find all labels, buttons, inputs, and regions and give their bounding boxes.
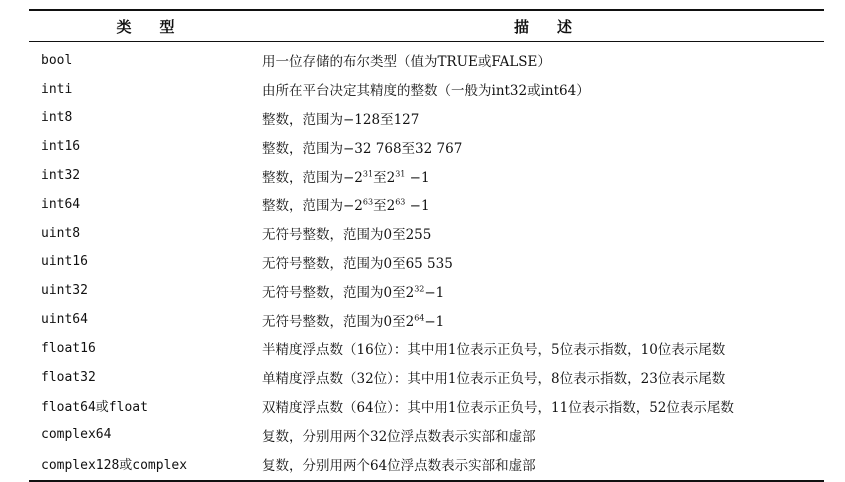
desc-text: 至2 [373,198,396,215]
type-cell: float32 [41,369,96,385]
exponent: 63 [362,197,374,207]
table-row [29,248,824,277]
description-cell [262,166,824,186]
header-description: 描述 [513,17,600,36]
desc-text: 无符号整数，范围为0至2 [262,313,415,330]
table-row [29,104,824,133]
description-cell: 由所在平台决定其精度的整数（一般为int32或int64） [262,83,590,100]
description-cell: 复数，分别用两个64位浮点数表示实部和虚部 [262,457,536,474]
desc-text: 无符号整数，范围为0至2 [262,284,415,301]
type-cell: int32 [41,168,81,184]
description-cell: 双精度浮点数（64位）：其中用1位表示正负号，11位表示指数，52位表示尾数 [262,399,734,416]
exponent: 64 [414,313,425,323]
description-cell [262,194,824,214]
type-cell: uint8 [41,225,81,241]
type-cell: uint32 [41,283,88,299]
description-cell: 单精度浮点数（32位）：其中用1位表示正负号，8位表示指数，23位表示尾数 [262,371,726,388]
type-cell: int64 [41,196,81,212]
table-row [29,363,824,392]
description-cell [262,281,824,301]
table-row [29,132,824,161]
description-cell: 无符号整数，范围为0至255 [262,227,432,244]
data-type-table [29,9,824,482]
table-row [29,276,824,305]
table-row [29,449,824,478]
header-type: 类型 [116,17,203,36]
table-row [29,420,824,449]
type-cell: bool [41,52,73,68]
table-row [29,392,824,421]
exponent: 31 [395,169,406,179]
type-cell: uint16 [41,254,88,270]
description-cell [262,310,824,330]
description-cell: 半精度浮点数（16位）：其中用1位表示正负号，5位表示指数，10位表示尾数 [262,342,726,359]
type-cell: complex128或complex [41,458,188,474]
desc-text: 整数，范围为−2 [262,198,363,215]
desc-text: −1 [405,198,430,215]
table-row [29,219,824,248]
table-row [29,75,824,104]
table-row [29,161,824,190]
description-cell: 整数，范围为−128至127 [262,111,420,128]
description-cell: 复数，分别用两个32位浮点数表示实部和虚部 [262,428,536,445]
type-cell: float64或float [41,400,148,416]
table-row [29,190,824,219]
desc-text: 至2 [373,169,396,186]
table-body [29,42,824,480]
exponent: 32 [414,284,425,294]
type-cell: uint64 [41,312,88,328]
table-row [29,334,824,363]
table-row [29,305,824,334]
desc-text: 整数，范围为−2 [262,169,363,186]
type-cell: int16 [41,139,81,155]
type-cell: int8 [41,110,73,126]
table-header [29,11,824,41]
exponent: 63 [395,197,406,207]
type-cell: float16 [41,340,96,356]
desc-text: −1 [405,169,430,186]
type-cell: inti [41,81,73,97]
description-cell: 整数，范围为−32 768至32 767 [262,140,463,157]
description-cell: 用一位存储的布尔类型（值为TRUE或FALSE） [262,54,551,71]
description-cell: 无符号整数，范围为0至65 535 [262,255,453,272]
desc-text: −1 [424,313,445,330]
type-cell: complex64 [41,427,112,443]
exponent: 31 [362,169,374,179]
table-row [29,46,824,75]
desc-text: −1 [424,284,445,301]
